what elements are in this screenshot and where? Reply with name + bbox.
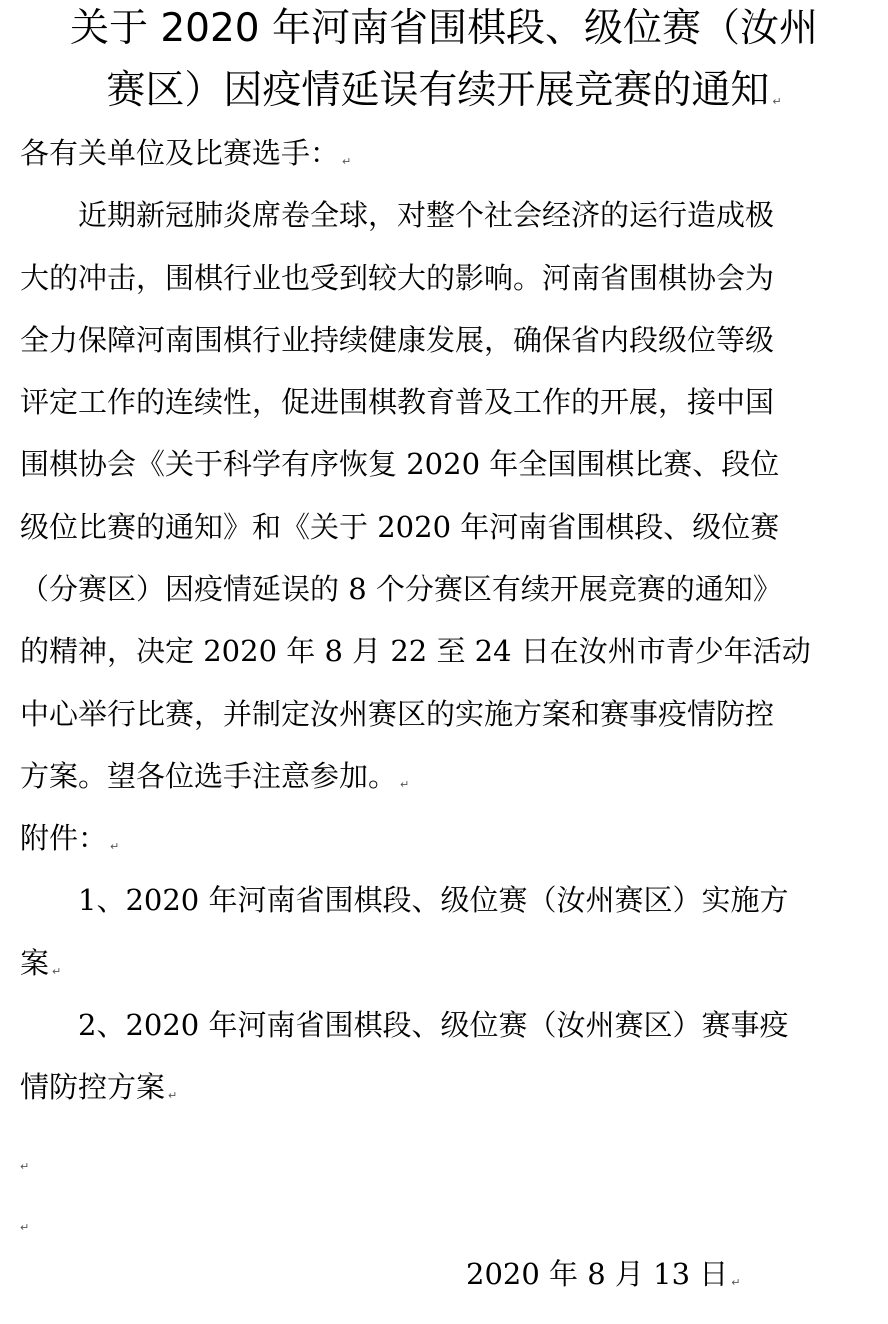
attachment-2-text: 情防控方案 [20,1070,166,1104]
body-line-text: 方案。望各位选手注意参加。 [20,759,398,793]
body-line-last [20,756,409,805]
attachment-2-line-2 [20,1067,177,1116]
paragraph-mark-icon: ↵ [342,155,352,168]
paragraph-mark-icon: ↵ [20,1160,30,1173]
document-date-text: 2020 年 8 月 13 日 [466,1257,729,1291]
document-date [466,1254,740,1303]
body-line: 大的冲击，围棋行业也受到较大的影响。河南省围棋协会为 [20,261,775,295]
body-line: 评定工作的连续性，促进围棋教育普及工作的开展，接中国 [20,385,775,419]
paragraph-mark-icon: ↵ [731,1276,741,1289]
paragraph-mark-icon: ↵ [772,95,782,108]
body-line: 的精神，决定 2020 年 8 月 22 至 24 日在汝州市青少年活动 [20,634,811,668]
paragraph-mark-icon: ↵ [20,1221,30,1234]
title-line-2-text: 赛区）因疫情延误有续开展竞赛的通知 [106,68,770,113]
body-line: 级位比赛的通知》和《关于 2020 年河南省围棋段、级位赛 [20,510,780,544]
attachment-1-text: 案 [20,946,50,980]
paragraph-mark-icon: ↵ [168,1089,178,1102]
body-line: （分赛区）因疫情延误的 8 个分赛区有续开展竞赛的通知》 [20,572,782,606]
title-line-1 [0,6,888,52]
attachment-2-line-1: 2、2020 年河南省围棋段、级位赛（汝州赛区）赛事疫 [20,1008,789,1042]
attachments-label [20,818,119,867]
paragraph-mark-icon: ↵ [110,840,120,853]
paragraph-mark-icon: ↵ [52,965,62,978]
empty-paragraph [20,1199,29,1248]
body-line: 围棋协会《关于科学有序恢复 2020 年全国围棋比赛、段位 [20,447,780,481]
title-line-2 [0,68,888,125]
attachment-1-line-2 [20,943,61,992]
empty-paragraph [20,1138,29,1187]
body-line: 中心举行比赛，并制定汝州赛区的实施方案和赛事疫情防控 [20,697,775,731]
body-line: 全力保障河南围棋行业持续健康发展，确保省内段级位等级 [20,323,775,357]
attachments-label-text: 附件： [20,821,108,855]
paragraph-mark-icon: ↵ [400,778,410,791]
attachment-1-line-1: 1、2020 年河南省围棋段、级位赛（汝州赛区）实施方 [20,883,789,917]
salutation [20,133,351,182]
salutation-text: 各有关单位及比赛选手： [20,136,340,170]
title-line-1-text: 关于 2020 年河南省围棋段、级位赛（汝州 [69,6,819,51]
body-line: 近期新冠肺炎席卷全球，对整个社会经济的运行造成极 [20,198,775,232]
